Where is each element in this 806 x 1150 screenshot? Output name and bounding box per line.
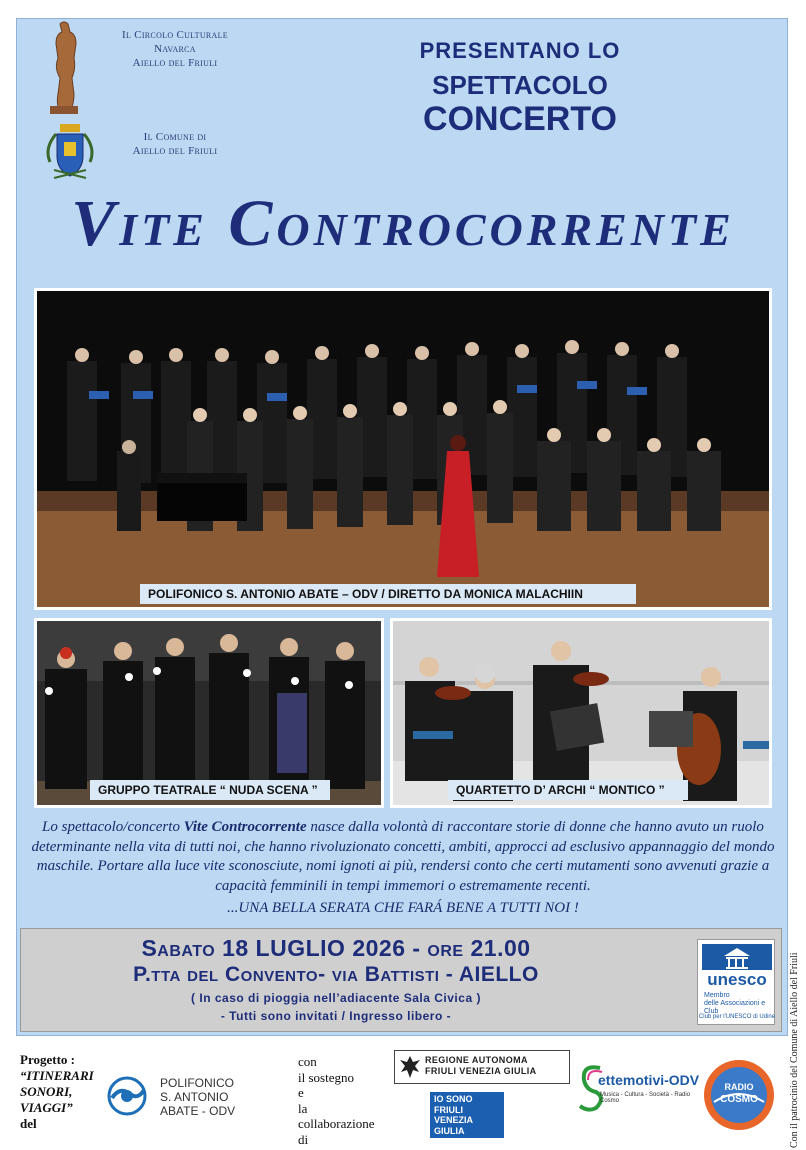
caption-choir: POLIFONICO S. ANTONIO ABATE – ODV / DIRETTO DA MONICA MALACHIIN bbox=[140, 584, 636, 604]
footer-project bbox=[20, 1052, 100, 1132]
desc-part-2: nasce dalla volontà di raccontare storie di donne che hanno avuto un ruolo determinante nella vita di tutti noi, che hanno rivoluzionato concetti, ambiti, approcci ad esclusivo appannaggio del mondo maschile. Portare alla luce vite sconosciute, nomi ignoti ai più, rendersi conto che certi mutamenti sono avvenuti grazie a capacità femminili in tempi immemori o estremamente recenti. bbox=[31, 819, 775, 894]
org2-line2: Aiello del Friuli bbox=[132, 145, 218, 157]
iosono-line2: FRIULI bbox=[434, 1104, 463, 1115]
org-circolo-navarca bbox=[110, 28, 240, 70]
unesco-sub1: Membro bbox=[704, 992, 730, 999]
unesco-logo bbox=[697, 939, 775, 1025]
header-line3: CONCERTO bbox=[423, 100, 617, 138]
sost-line1: con bbox=[298, 1054, 317, 1069]
caption-theatre: GRUPPO TEATRALE “ NUDA SCENA ” bbox=[90, 780, 330, 800]
polifonico-logo-icon bbox=[104, 1076, 150, 1116]
regione-line2: FRIULI VENEZIA GIULIA bbox=[425, 1066, 537, 1076]
polifonico-name bbox=[160, 1076, 270, 1118]
sost-line4: la bbox=[298, 1100, 308, 1116]
event-title: Vite Controcorrente bbox=[71, 187, 735, 260]
header-line2: SPETTACOLO bbox=[432, 70, 608, 100]
sost-line6: di bbox=[298, 1131, 309, 1147]
org1-line2: Navarca bbox=[154, 43, 196, 55]
settemotivi-logo bbox=[576, 1058, 702, 1118]
radio-cosmo-logo bbox=[702, 1058, 776, 1132]
settemotivi-name: ettemotivi-ODV bbox=[598, 1072, 700, 1088]
settemotivi-sub: Musica - Cultura - Società - Radio Cosmo bbox=[600, 1092, 691, 1104]
eagle-icon bbox=[399, 1054, 421, 1080]
io-sono-fvg-logo bbox=[430, 1092, 504, 1138]
event-description bbox=[24, 818, 782, 896]
header-block bbox=[330, 34, 710, 136]
poli-line3: ABATE - ODV bbox=[160, 1104, 236, 1118]
org1-line1: Il Circolo Culturale bbox=[122, 29, 228, 41]
poli-line1: POLIFONICO bbox=[160, 1076, 235, 1090]
org-comune-aiello bbox=[110, 130, 240, 158]
patrocinio-note: Con il patrocinio del Comune di Aiello del Friuli bbox=[789, 952, 800, 1148]
regione-line1: REGIONE AUTONOMA bbox=[425, 1055, 528, 1065]
desc-title-bold: Vite Controcorrente bbox=[183, 819, 307, 835]
regione-fvg-logo bbox=[394, 1050, 570, 1084]
footer-del: del bbox=[20, 1116, 37, 1131]
poli-line2: S. ANTONIO bbox=[160, 1090, 229, 1104]
footer-support-text bbox=[298, 1054, 388, 1147]
sost-line2: il sostegno bbox=[298, 1069, 354, 1085]
header-line1: PRESENTANO LO bbox=[419, 38, 621, 63]
unesco-sub bbox=[704, 992, 774, 1016]
event-invite: - Tutti sono invitati / Ingresso libero - bbox=[220, 1009, 452, 1023]
iosono-line4: GIULIA bbox=[434, 1125, 465, 1136]
desc-part-1: Lo spettacolo/concerto bbox=[42, 819, 184, 835]
event-tagline: ...UNA BELLA SERATA CHE FARÁ BENE A TUTTI NOI ! bbox=[227, 900, 579, 916]
choir-photo bbox=[34, 288, 772, 610]
event-date: Sabato 18 LUGLIO 2026 - ore 21.00 bbox=[141, 935, 531, 961]
unesco-foot: Club per l'UNESCO di Udine bbox=[698, 1014, 776, 1020]
unesco-sub2: delle Associazioni e Club bbox=[704, 1000, 766, 1015]
sost-line5: collaborazione bbox=[298, 1116, 375, 1131]
comune-crest-icon bbox=[40, 122, 100, 186]
event-rain-note: ( In caso di pioggia nell’adiacente Sala Civica ) bbox=[191, 991, 481, 1005]
event-place: P.tta del Convento- via Battisti - AIELLO bbox=[133, 963, 539, 986]
iosono-line1: IO SONO bbox=[434, 1094, 473, 1104]
radio-text-2: COSMO bbox=[720, 1094, 758, 1105]
org1-line3: Aiello del Friuli bbox=[132, 57, 218, 69]
regione-text bbox=[425, 1055, 537, 1077]
org2-line1: Il Comune di bbox=[143, 131, 207, 143]
footer-project-name2: SONORI, bbox=[20, 1084, 73, 1099]
footer-project-name1: “ITINERARI bbox=[20, 1068, 94, 1083]
iosono-line3: VENEZIA bbox=[434, 1115, 474, 1125]
footer-progetto-label: Progetto : bbox=[20, 1052, 75, 1067]
sost-line3: e bbox=[298, 1085, 304, 1100]
unesco-name: unesco bbox=[707, 970, 767, 989]
radio-text-1: RADIO bbox=[724, 1082, 754, 1092]
footer-project-name3: VIAGGI” bbox=[20, 1100, 73, 1115]
unesco-temple-icon bbox=[702, 944, 772, 970]
event-details-box bbox=[20, 928, 782, 1032]
statue-logo-icon bbox=[44, 20, 84, 116]
caption-quartet: QUARTETTO D’ ARCHI “ MONTICO ” bbox=[448, 780, 688, 800]
